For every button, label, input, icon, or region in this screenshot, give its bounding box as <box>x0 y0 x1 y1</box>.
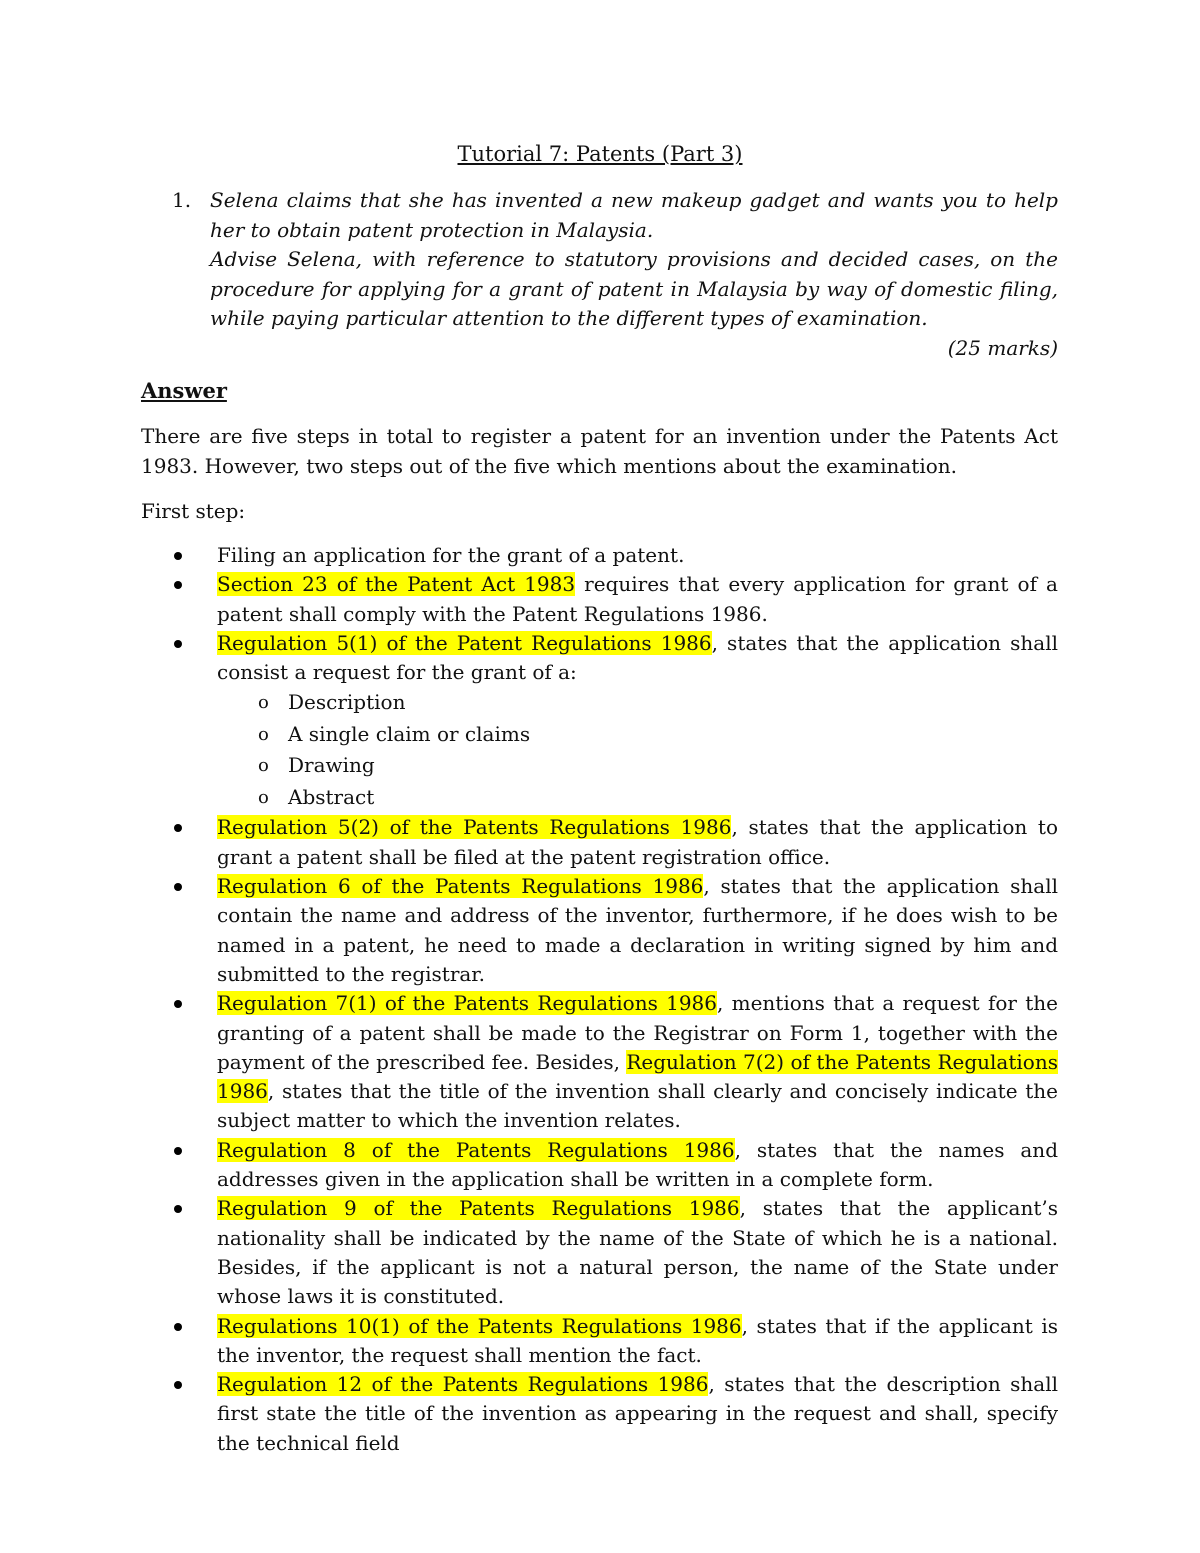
bullet-icon <box>174 1000 182 1008</box>
sub-list-item-text: Description <box>288 690 406 715</box>
bullet-icon <box>174 883 182 891</box>
list-item-text: , states that the application shall consist a request for the grant of a: <box>217 630 1058 685</box>
sub-list-item <box>217 782 1058 814</box>
question-text <box>210 186 1058 363</box>
bullet-icon <box>174 581 182 589</box>
circle-bullet-icon: o <box>258 692 269 714</box>
highlighted-citation: Regulation 8 of the Patents Regulations 1986 <box>217 1137 735 1162</box>
circle-bullet-icon: o <box>258 786 269 808</box>
highlighted-citation: Regulation 7(2) of the Patents Regulations 1986 <box>217 1049 1058 1104</box>
sub-list-item-text: Abstract <box>288 784 375 809</box>
highlighted-citation: Regulations 10(1) of the Patents Regulations 1986 <box>217 1313 742 1338</box>
sub-list-item <box>217 687 1058 719</box>
highlighted-citation: Regulation 7(1) of the Patents Regulations 1986 <box>217 991 718 1016</box>
question-line-1: Selena claims that she has invented a new makeup gadget and wants you to help her to obtain patent protection in Malaysia. <box>210 188 1058 242</box>
bullet-list <box>0 541 1059 1458</box>
list-item <box>217 989 1058 1135</box>
list-item-text: , states that if the applicant is the inventor, the request shall mention the fact. <box>217 1313 1059 1367</box>
list-item <box>217 541 1058 570</box>
bullet-icon <box>174 1323 182 1331</box>
list-item-text: , mentions that a request for the granting of a patent shall be made to the Registrar on Form 1, together with the payment of the prescribed fee. Besides, <box>217 991 1058 1074</box>
list-item-text: , states that the title of the invention shall clearly and concisely indicate the subject matter to which the invention relates. <box>217 1079 1058 1133</box>
highlighted-citation: Regulation 5(2) of the Patents Regulations 1986 <box>217 815 732 840</box>
bullet-icon <box>174 824 182 832</box>
highlighted-citation: Regulation 12 of the Patents Regulations 1986 <box>217 1372 709 1397</box>
list-item-text: , states that the application to grant a patent shall be filed at the patent registration office. <box>217 815 1058 869</box>
question-marks: (25 marks) <box>947 335 1058 360</box>
step-label: First step: <box>141 499 246 523</box>
list-item <box>217 1136 1058 1195</box>
list-item-text: requires that every application for grant of a patent shall comply with the Patent Regulations 1986. <box>217 572 1058 626</box>
sub-list <box>217 687 1058 813</box>
intro-paragraph: There are five steps in total to register a patent for an invention under the Patents Act 1983. However, two steps out of the five which mentions about the examination. <box>141 424 1058 478</box>
list-item <box>217 813 1058 872</box>
list-item-text: , states that the applicant’s nationality shall be indicated by the name of the State of which he is a national. Besides, if the applicant is not a natural person, the name of the State under whose laws it is constituted. <box>217 1196 1058 1309</box>
list-item <box>217 1194 1058 1311</box>
bullet-icon <box>174 552 182 560</box>
bullet-icon <box>174 1205 182 1213</box>
circle-bullet-icon: o <box>258 755 269 777</box>
sub-list-item <box>217 750 1058 782</box>
sub-list-item-text: Drawing <box>288 753 375 778</box>
highlighted-citation: Regulation 5(1) of the Patent Regulations 1986 <box>217 630 712 655</box>
list-item-text: Filing an application for the grant of a patent. <box>217 543 685 567</box>
sub-list-item <box>217 719 1058 751</box>
bullet-icon <box>174 1147 182 1155</box>
list-item <box>217 629 1058 814</box>
bullet-icon <box>174 1381 182 1389</box>
sub-list-item-text: A single claim or claims <box>288 721 531 746</box>
highlighted-citation: Regulation 6 of the Patents Regulations 1986 <box>217 874 704 899</box>
list-item-text: , states that the application shall contain the name and address of the inventor, furthermore, if he does wish to be named in a patent, he need to made a declaration in writing signed by him and submitted to the registrar. <box>217 874 1058 986</box>
list-item <box>217 872 1058 989</box>
circle-bullet-icon: o <box>258 723 269 745</box>
answer-heading: Answer <box>141 378 227 403</box>
question-block <box>172 186 1058 363</box>
list-item-text: , states that the description shall first state the title of the invention as appearing in the request and shall, specify the technical field <box>217 1372 1059 1455</box>
list-item <box>217 1312 1058 1371</box>
list-item <box>217 1370 1058 1458</box>
list-item-text: , states that the names and addresses given in the application shall be written in a complete form. <box>217 1137 1058 1192</box>
bullet-icon <box>174 640 182 648</box>
question-number: 1. <box>172 188 192 212</box>
highlighted-citation: Regulation 9 of the Patents Regulations 1986 <box>217 1196 740 1221</box>
page-title: Tutorial 7: Patents (Part 3) <box>457 142 743 166</box>
question-line-2: Advise Selena, with reference to statutory provisions and decided cases, on the procedure for applying for a grant of patent in Malaysia by way of domestic filing, while paying particular attention to the different types of examination. <box>210 247 1058 330</box>
highlighted-citation: Section 23 of the Patent Act 1983 <box>217 572 576 597</box>
list-item <box>217 570 1058 629</box>
